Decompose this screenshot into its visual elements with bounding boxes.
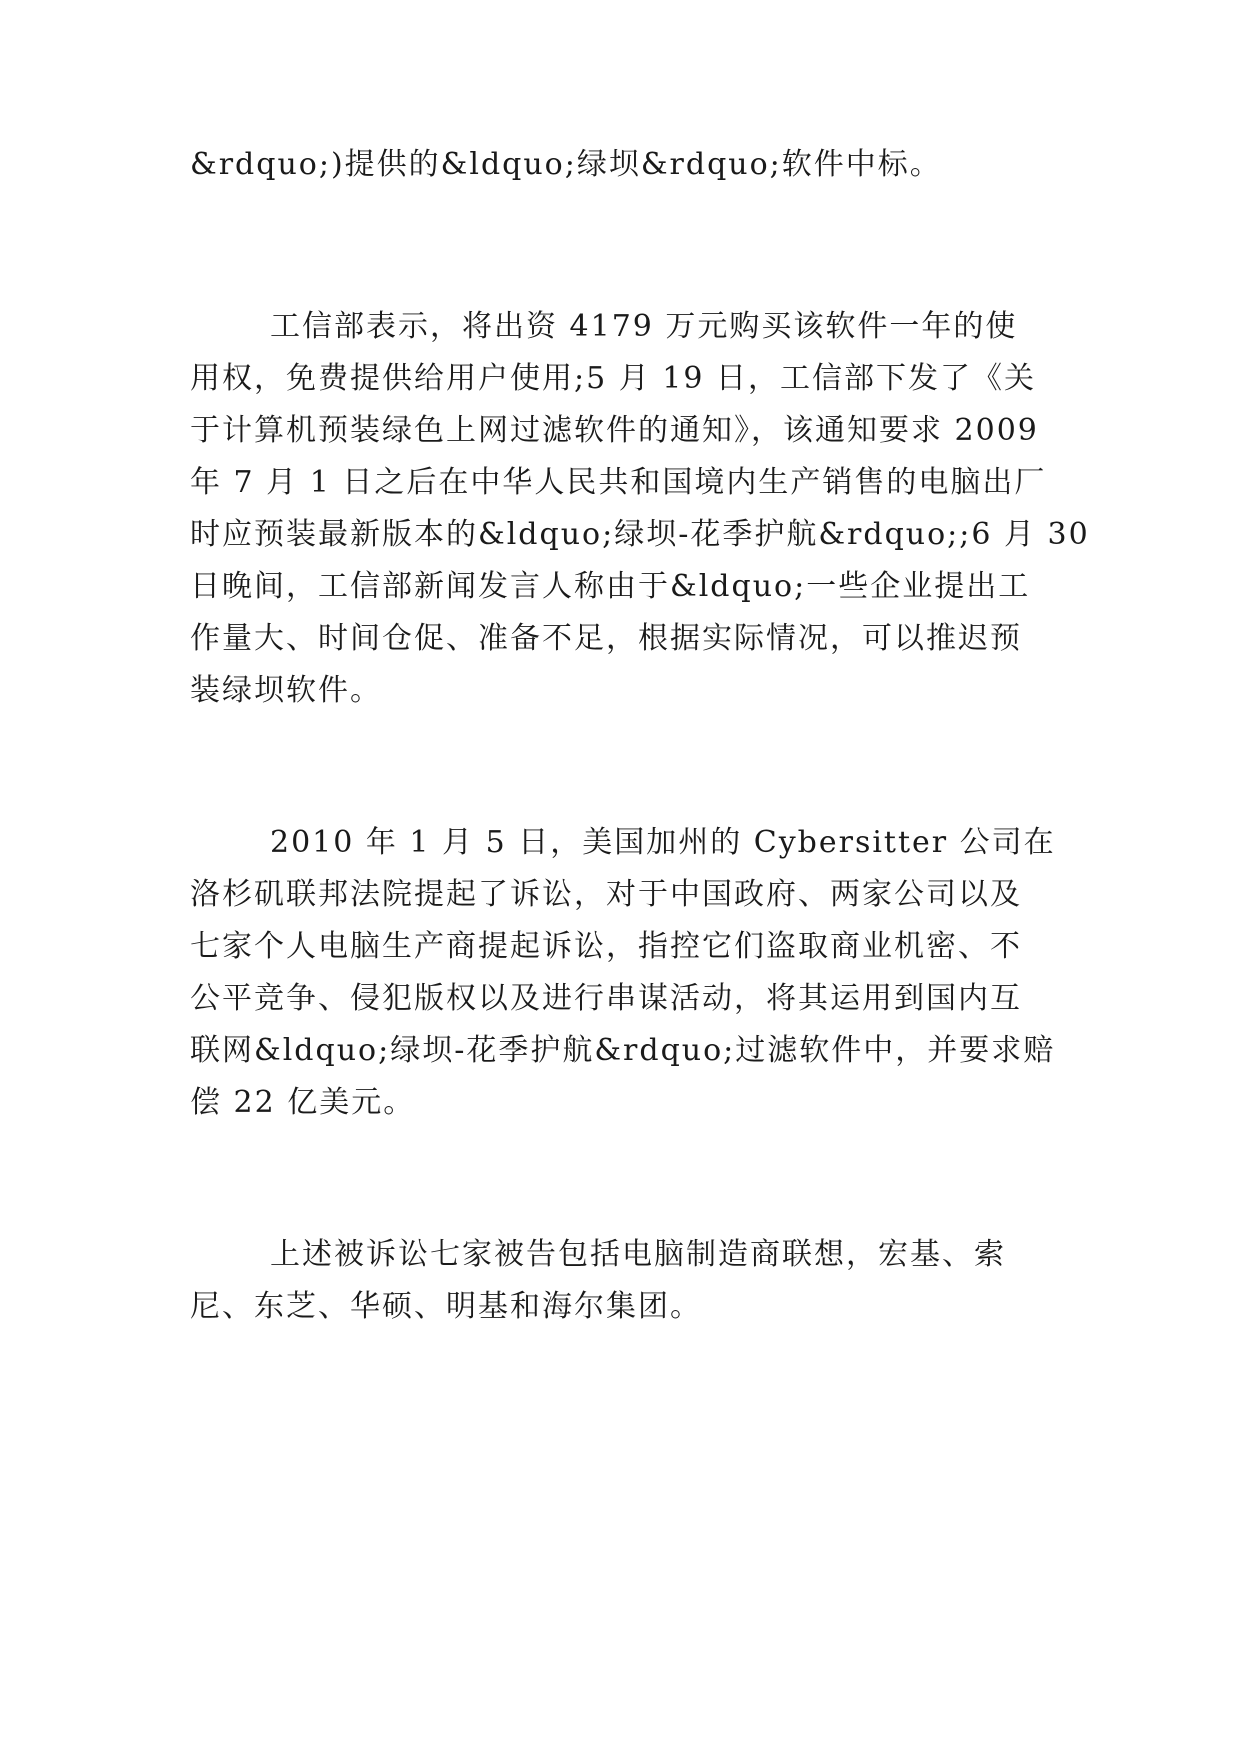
paragraph-3-line-4: 公平竞争、侵犯版权以及进行串谋活动，将其运用到国内互 — [190, 981, 1022, 1016]
paragraph-4-line-2: 尼、东芝、华硕、明基和海尔集团。 — [190, 1289, 702, 1324]
paragraph-3-line-6: 偿 22 亿美元。 — [190, 1085, 416, 1120]
paragraph-2-line-7: 作量大、时间仓促、准备不足，根据实际情况，可以推迟预 — [190, 621, 1022, 656]
paragraph-2-line-3: 于计算机预装绿色上网过滤软件的通知》，该通知要求 2009 — [190, 413, 1039, 448]
paragraph-2-line-1: 工信部表示，将出资 4179 万元购买该软件一年的使 — [270, 309, 1018, 344]
paragraph-3-line-2: 洛杉矶联邦法院提起了诉讼，对于中国政府、两家公司以及 — [190, 877, 1022, 912]
paragraph-3-line-1: 2010 年 1 月 5 日，美国加州的 Cybersitter 公司在 — [270, 825, 1056, 860]
paragraph-2-line-4: 年 7 月 1 日之后在中华人民共和国境内生产销售的电脑出厂 — [190, 465, 1047, 500]
paragraph-2-line-5: 时应预装最新版本的&ldquo;绿坝-花季护航&rdquo;;6 月 30 — [190, 517, 1090, 552]
paragraph-4-line-1: 上述被诉讼七家被告包括电脑制造商联想，宏基、索 — [270, 1237, 1006, 1272]
paragraph-2-line-2: 用权，免费提供给用户使用;5 月 19 日，工信部下发了《关 — [190, 361, 1036, 396]
paragraph-3-line-5: 联网&ldquo;绿坝-花季护航&rdquo;过滤软件中，并要求赔 — [190, 1033, 1056, 1068]
paragraph-3-line-3: 七家个人电脑生产商提起诉讼，指控它们盗取商业机密、不 — [190, 929, 1022, 964]
paragraph-1-line-1: &rdquo;)提供的&ldquo;绿坝&rdquo;软件中标。 — [190, 147, 942, 182]
paragraph-2-line-6: 日晚间，工信部新闻发言人称由于&ldquo;一些企业提出工 — [190, 569, 1031, 604]
paragraph-2-line-8: 装绿坝软件。 — [190, 673, 382, 708]
